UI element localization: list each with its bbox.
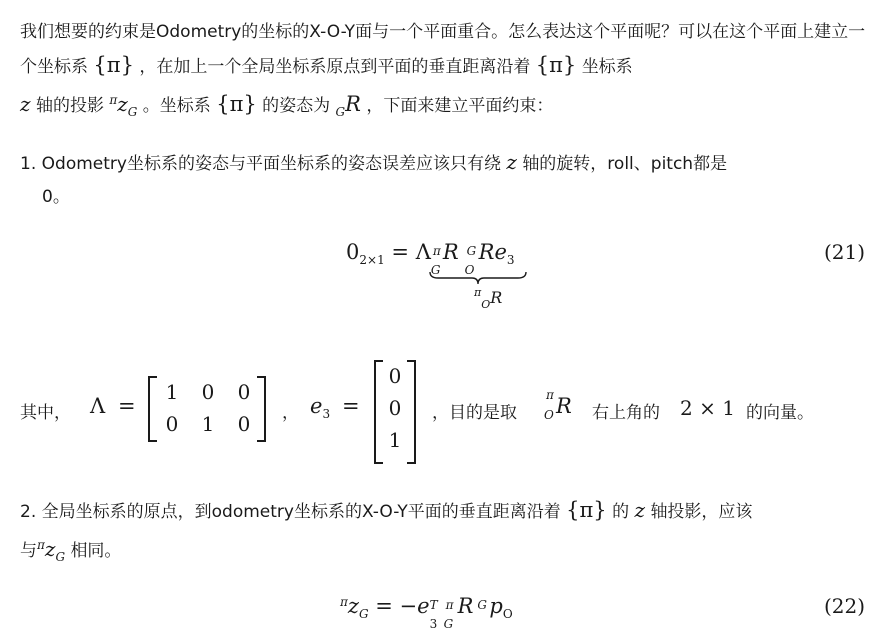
e3-vector xyxy=(374,360,416,464)
intro-text-7: ，下面来建立平面约束： xyxy=(366,96,554,116)
z-symbol: z xyxy=(634,498,646,522)
eq21-G: G xyxy=(430,263,441,277)
lambda-equals: = xyxy=(118,394,136,418)
eq21-lambda: Λ xyxy=(415,240,431,264)
item-2-text-4: 与 xyxy=(20,541,37,561)
where-prefix: 其中， xyxy=(20,403,71,423)
equation-21 xyxy=(346,240,576,320)
matrix-cell: 1 xyxy=(165,380,179,404)
underbrace-R: R xyxy=(490,288,503,307)
eq22-R: R xyxy=(457,594,474,618)
underbrace-pi: π xyxy=(474,286,482,299)
pi-frame-brace: {π} xyxy=(216,92,257,116)
item-1-text-1: Odometry坐标系的姿态与平面坐标系的姿态误差应该只有绕 xyxy=(41,154,501,174)
equation-22-number: (22) xyxy=(823,594,865,618)
matrix-cell: 0 xyxy=(165,412,179,436)
item-2-number: 2. xyxy=(20,502,37,522)
eq22-z-subscript: G xyxy=(358,607,369,621)
intro-text-4: 轴的投影 xyxy=(35,96,104,116)
matrix-cell: 0 xyxy=(237,412,251,436)
item-2-zG-base: z xyxy=(44,537,56,561)
pi-superscript: π xyxy=(109,93,118,107)
eq22-z: z xyxy=(347,594,359,618)
intro-text-1: 我们想要的约束是Odometry的坐标的X-O-Y面与一个平面重合。怎么表达这个平面呢？可以在这个平面上建立一个坐标系 xyxy=(20,22,866,77)
underbrace xyxy=(428,270,528,286)
eq21-e-subscript: 3 xyxy=(506,253,515,267)
matrix-cell: 0 xyxy=(237,380,251,404)
where-separator: ， xyxy=(282,403,299,423)
e3-base: e xyxy=(310,394,323,418)
matrix-cell: 0 xyxy=(388,364,402,388)
intro-paragraph xyxy=(20,16,872,129)
eq21-R2: R xyxy=(478,240,495,264)
eq22-G: G xyxy=(443,617,454,631)
eq22-equals: = − xyxy=(375,594,418,618)
eq22-pi-2: π xyxy=(445,598,454,612)
item-2-zG-subscript: G xyxy=(55,550,66,564)
intro-text-5: 。坐标系 xyxy=(142,96,211,116)
intro-text-2: ，在加上一个全局坐标系原点到平面的垂直距离沿着 xyxy=(139,57,531,77)
item-1 xyxy=(20,146,872,214)
zG-subscript: G xyxy=(127,105,138,119)
eq21-R: R xyxy=(442,240,459,264)
matrix-cell: 1 xyxy=(388,428,402,452)
zG-base: z xyxy=(117,92,128,116)
equation-21-number: (21) xyxy=(823,240,865,264)
eq21-G-sup: G xyxy=(466,244,477,258)
matrix-cell: 0 xyxy=(201,380,215,404)
lambda-matrix xyxy=(148,376,266,442)
eq22-e-superscript: T xyxy=(429,598,438,612)
eq22-pi: π xyxy=(340,595,348,609)
item-2-text-5: 相同。 xyxy=(70,541,122,561)
eq22-G-sup: G xyxy=(477,598,487,612)
intro-text-3: 坐标系 xyxy=(581,57,633,77)
pi-frame-brace: {π} xyxy=(535,53,577,77)
eq22-e-subscript: 3 xyxy=(429,617,438,631)
where-dims: 2 × 1 xyxy=(680,396,735,420)
pi-frame-brace: {π} xyxy=(566,498,607,522)
where-R: R xyxy=(556,394,572,418)
eq21-equals: = xyxy=(391,240,409,264)
R-left-subscript: G xyxy=(335,105,346,119)
where-pi: π xyxy=(546,388,554,402)
eq21-e: e xyxy=(494,240,507,264)
item-2 xyxy=(20,494,872,574)
item-2-text-1: 全局坐标系的原点，到odometry坐标系的X-O-Y平面的垂直距离沿着 xyxy=(41,502,561,522)
item-2-text-2: 的 xyxy=(612,502,630,522)
matrix-cell: 1 xyxy=(201,412,215,436)
eq21-pi: π xyxy=(432,244,441,258)
z-symbol: z xyxy=(506,150,517,174)
R-symbol: R xyxy=(345,92,361,116)
e3-subscript: 3 xyxy=(322,407,331,421)
z-symbol: z xyxy=(20,92,31,116)
underbrace-O: O xyxy=(481,298,491,311)
eq21-O-sub: O xyxy=(464,263,475,277)
where-text-3: 的向量。 xyxy=(746,403,814,423)
eq21-lhs: 0 xyxy=(346,240,360,264)
eq21-lhs-subscript: 2×1 xyxy=(359,253,385,267)
item-1-number: 1. xyxy=(20,154,37,174)
equation-22 xyxy=(340,594,513,631)
intro-text-6: 的姿态为 xyxy=(262,96,331,116)
where-line xyxy=(20,360,872,466)
e3-equals: = xyxy=(342,394,360,418)
item-2-pi: π xyxy=(37,538,45,552)
item-1-text-2: 轴的旋转，roll、pitch都是 xyxy=(522,154,728,174)
lambda-label: Λ xyxy=(90,394,106,418)
where-text-1: ，目的是取 xyxy=(432,403,517,423)
matrix-cell: 0 xyxy=(388,396,402,420)
eq22-e: e xyxy=(417,594,430,618)
where-O: O xyxy=(544,408,554,422)
eq22-p: p xyxy=(489,594,503,618)
pi-frame-brace: {π} xyxy=(93,53,134,77)
eq22-p-subscript: O xyxy=(502,607,513,621)
item-2-text-3: 轴投影，应该 xyxy=(650,502,753,522)
where-text-2: 右上角的 xyxy=(592,403,660,423)
item-1-text-3: 0。 xyxy=(42,187,70,207)
